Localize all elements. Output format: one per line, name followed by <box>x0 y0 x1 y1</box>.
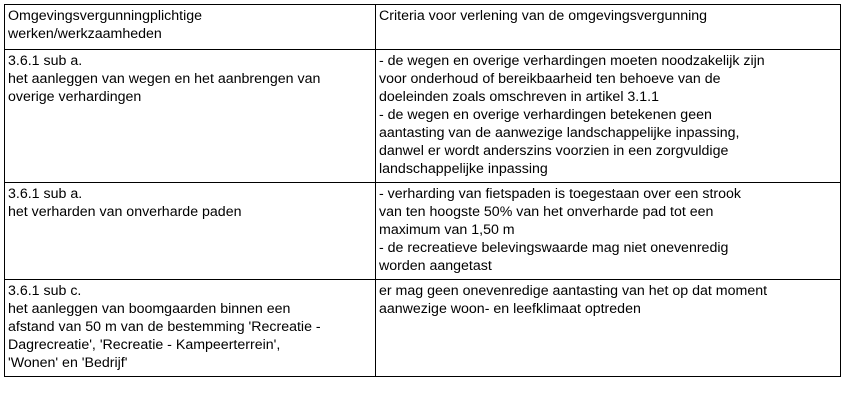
cell-text-line: het aanleggen van boomgaarden binnen een <box>8 301 291 317</box>
activity-cell <box>5 280 376 377</box>
table-row <box>5 280 841 377</box>
activity-cell <box>5 50 376 183</box>
activity-cell <box>5 183 376 280</box>
cell-text-line: 3.6.1 sub c. <box>8 283 82 299</box>
criteria-cell <box>376 280 841 377</box>
header-text-line: Criteria voor verlening van de omgevingsvergunning <box>379 8 708 24</box>
table-row <box>5 183 841 280</box>
header-cell-activities <box>5 5 376 50</box>
cell-text-line: 'Wonen' en 'Bedrijf' <box>8 355 128 371</box>
cell-text-line: aantasting van de aanwezige landschappelijke inpassing, <box>379 125 740 141</box>
header-text-line: werken/werkzaamheden <box>8 26 162 42</box>
cell-text-line: het verharden van onverharde paden <box>8 204 242 220</box>
cell-text-line: 3.6.1 sub a. <box>8 186 83 202</box>
cell-text-line: danwel er wordt anderszins voorzien in een zorgvuldige <box>379 143 729 159</box>
cell-text-line: overige verhardingen <box>8 89 142 105</box>
cell-text-line: 3.6.1 sub a. <box>8 53 83 69</box>
cell-text-line: landschappelijke inpassing <box>379 161 548 177</box>
cell-text-line: - de recreatieve belevingswaarde mag niet onevenredig <box>379 240 729 256</box>
cell-text-line: doeleinden zoals omschreven in artikel 3.1.1 <box>379 89 659 105</box>
header-text-line: Omgevingsvergunningplichtige <box>8 8 203 24</box>
cell-text-line: maximum van 1,50 m <box>379 222 515 238</box>
cell-text-line: - verharding van fietspaden is toegestaan over een strook <box>379 186 742 202</box>
cell-text-line: van ten hoogste 50% van het onverharde pad tot een <box>379 204 714 220</box>
cell-text-line: Dagrecreatie', 'Recreatie - Kampeerterrein', <box>8 337 281 353</box>
cell-text-line: afstand van 50 m van de bestemming 'Recreatie - <box>8 319 321 335</box>
criteria-cell <box>376 50 841 183</box>
table-header-row <box>5 5 841 50</box>
criteria-cell <box>376 183 841 280</box>
permit-criteria-table <box>4 4 841 377</box>
cell-text-line: aanwezige woon- en leefklimaat optreden <box>379 301 641 317</box>
header-cell-criteria <box>376 5 841 50</box>
cell-text-line: voor onderhoud of bereikbaarheid ten behoeve van de <box>379 71 721 87</box>
cell-text-line: het aanleggen van wegen en het aanbrengen van <box>8 71 321 87</box>
cell-text-line: - de wegen en overige verhardingen betekenen geen <box>379 107 712 123</box>
table-row <box>5 50 841 183</box>
cell-text-line: worden aangetast <box>379 258 492 274</box>
cell-text-line: er mag geen onevenredige aantasting van het op dat moment <box>379 283 768 299</box>
cell-text-line: - de wegen en overige verhardingen moeten noodzakelijk zijn <box>379 53 765 69</box>
